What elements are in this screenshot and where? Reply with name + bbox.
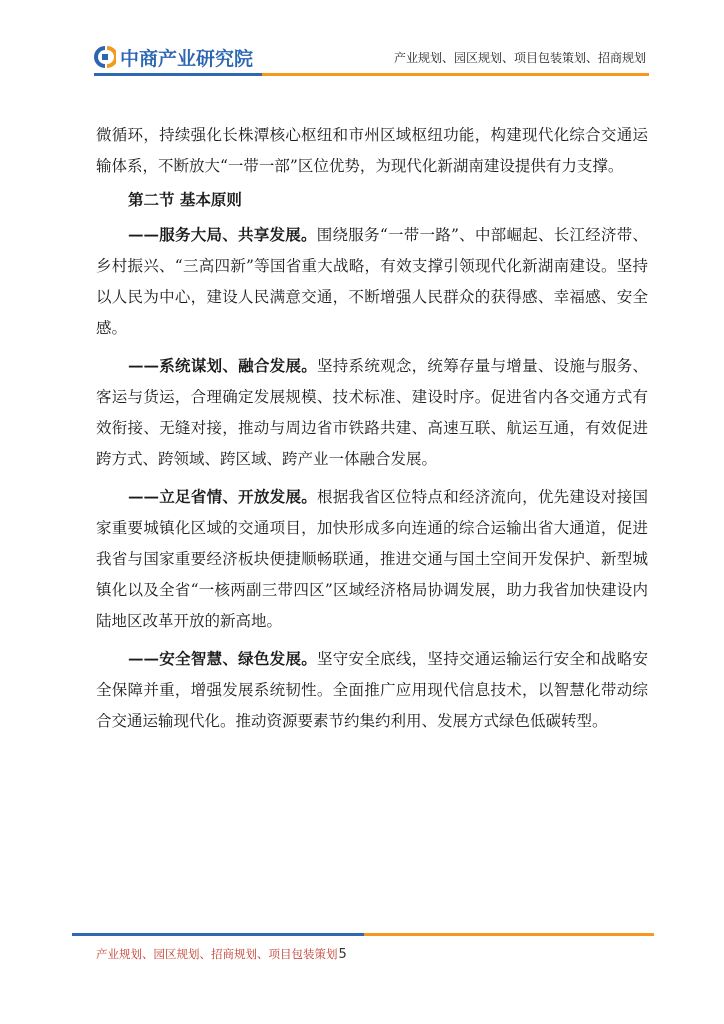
- header-tagline: 产业规划、园区规划、项目包装策划、招商规划: [393, 51, 646, 65]
- logo-mark-icon: [94, 46, 116, 68]
- principle-paragraph: [96, 350, 648, 475]
- header-rule-blue: [94, 73, 262, 76]
- footer-rule-blue: [72, 933, 364, 936]
- intro-paragraph: 微循环，持续强化长株潭核心枢纽和市州区域枢纽功能，构建现代化综合交通运输体系，不断放大“一带一部”区位优势，为现代化新湖南建设提供有力支撑。: [96, 126, 648, 175]
- page-footer: [96, 946, 347, 962]
- principle-text: 坚守安全底线，坚持交通运输运行安全和战略安全保障并重，增强发展系统韧性。全面推广应用现代信息技术，以智慧化带动综合交通运输现代化。推动资源要素节约集约利用、发展方式绿色低碳转型。: [96, 650, 648, 730]
- footer-rule-orange: [364, 933, 654, 936]
- principle-lead: ——立足省情、开放发展。: [128, 487, 318, 506]
- section-title: 第二节 基本原则: [128, 190, 242, 209]
- principle-paragraph: [96, 643, 648, 737]
- page-header: [0, 0, 724, 80]
- page-number: 5: [338, 947, 347, 962]
- logo-text: 中商产业研究院: [120, 47, 254, 70]
- header-rule-orange: [262, 73, 649, 76]
- principle-paragraph: [96, 219, 648, 344]
- footer-tagline: 产业规划、园区规划、招商规划、项目包装策划: [96, 947, 338, 961]
- principle-lead: ——安全智慧、绿色发展。: [128, 649, 318, 668]
- principle-paragraph: [96, 481, 648, 637]
- principle-lead: ——系统谋划、融合发展。: [128, 356, 318, 375]
- company-logo: [94, 44, 253, 70]
- principle-text: 围绕服务“一带一路”、中部崛起、长江经济带、乡村振兴、“三高四新”等国省重大战略，有效支撑引领现代化新湖南建设。坚持以人民为中心，建设人民满意交通，不断增强人民群众的获得感、幸福感、安全感。: [96, 226, 648, 337]
- principle-lead: ——服务大局、共享发展。: [128, 225, 317, 244]
- document-body: [96, 120, 648, 737]
- principle-text: 坚持系统观念，统筹存量与增量、设施与服务、客运与货运，合理确定发展规模、技术标准、建设时序。促进省内各交通方式有效衔接、无缝对接，推动与周边省市铁路共建、高速互联、航运互通，有效促进跨方式、跨领域、跨区域、跨产业一体融合发展。: [96, 357, 648, 468]
- principle-text: 根据我省区位特点和经济流向，优先建设对接国家重要城镇化区域的交通项目，加快形成多向连通的综合运输出省大通道，促进我省与国家重要经济板块便捷顺畅联通，推进交通与国土空间开发保护、新型城镇化以及全省“一核两副三带四区”区域经济格局协调发展，助力我省加快建设内陆地区改革开放的新高地。: [96, 488, 648, 630]
